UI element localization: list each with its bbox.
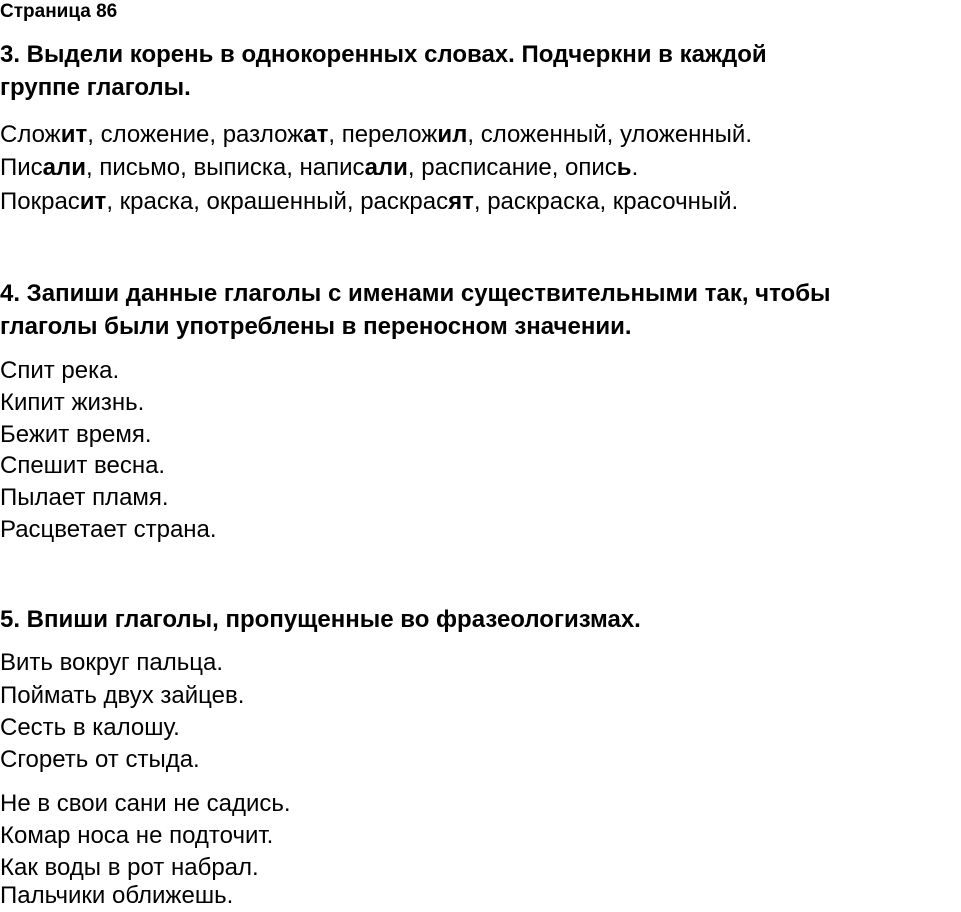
task3-answer-line-3 xyxy=(0,186,738,218)
task4-answer-line: Спит река. xyxy=(0,357,120,384)
word-ending: ь xyxy=(616,154,632,181)
task4-heading-line-1: 4. Запиши данные глаголы с именами существительными так, чтобы xyxy=(0,280,831,307)
word-ending: ят xyxy=(448,188,474,215)
task5-answer-line: Сесть в калошу. xyxy=(0,714,180,741)
word-part: Покрас xyxy=(0,188,80,215)
task5-answer-line: Не в свои сани не садись. xyxy=(0,790,291,817)
word-ending: ит xyxy=(60,121,88,148)
task4-answer-line: Кипит жизнь. xyxy=(0,389,145,416)
word-part: , сложение, разлож xyxy=(87,121,304,148)
task5-answer-line: Пальчики оближешь. xyxy=(0,882,234,909)
word-part: , письмо, выписка, напис xyxy=(86,154,365,181)
task5-answer-line: Сгореть от стыда. xyxy=(0,746,200,773)
page-title: Страница 86 xyxy=(0,1,118,22)
word-part: Пис xyxy=(0,154,43,181)
task5-answer-line: Вить вокруг пальца. xyxy=(0,649,224,676)
task4-heading-line-2: глаголы были употреблены в переносном значении. xyxy=(0,313,632,340)
task4-answer-line: Бежит время. xyxy=(0,421,152,448)
word-ending: али xyxy=(364,154,408,181)
task5-answer-line: Комар носа не подточит. xyxy=(0,822,274,849)
word-ending: ит xyxy=(79,188,107,215)
task3-answer-line-2 xyxy=(0,152,638,184)
task5-heading: 5. Впиши глаголы, пропущенные во фразеологизмах. xyxy=(0,606,641,633)
task5-answer-line: Как воды в рот набрал. xyxy=(0,854,259,881)
word-ending: ил xyxy=(437,121,468,148)
task4-answer-line: Расцветает страна. xyxy=(0,516,217,543)
word-part: , краска, окрашенный, раскрас xyxy=(106,188,449,215)
word-part: Слож xyxy=(0,121,61,148)
word-part: , перелож xyxy=(328,121,438,148)
task3-answer-line-1 xyxy=(0,119,752,151)
task4-answer-line: Пылает пламя. xyxy=(0,484,169,511)
word-part: , раскраска, красочный. xyxy=(473,188,739,215)
word-ending: али xyxy=(42,154,87,181)
task3-heading-line-2: группе глаголы. xyxy=(0,74,191,101)
task5-answer-line: Поймать двух зайцев. xyxy=(0,682,245,709)
word-ending: ат xyxy=(303,121,329,148)
task4-answer-line: Спешит весна. xyxy=(0,452,166,479)
word-part: , расписание, опис xyxy=(407,154,617,181)
word-part: , сложенный, уложенный. xyxy=(467,121,753,148)
task3-heading-line-1: 3. Выдели корень в однокоренных словах. Подчеркни в каждой xyxy=(0,41,767,68)
word-part: . xyxy=(631,154,639,181)
